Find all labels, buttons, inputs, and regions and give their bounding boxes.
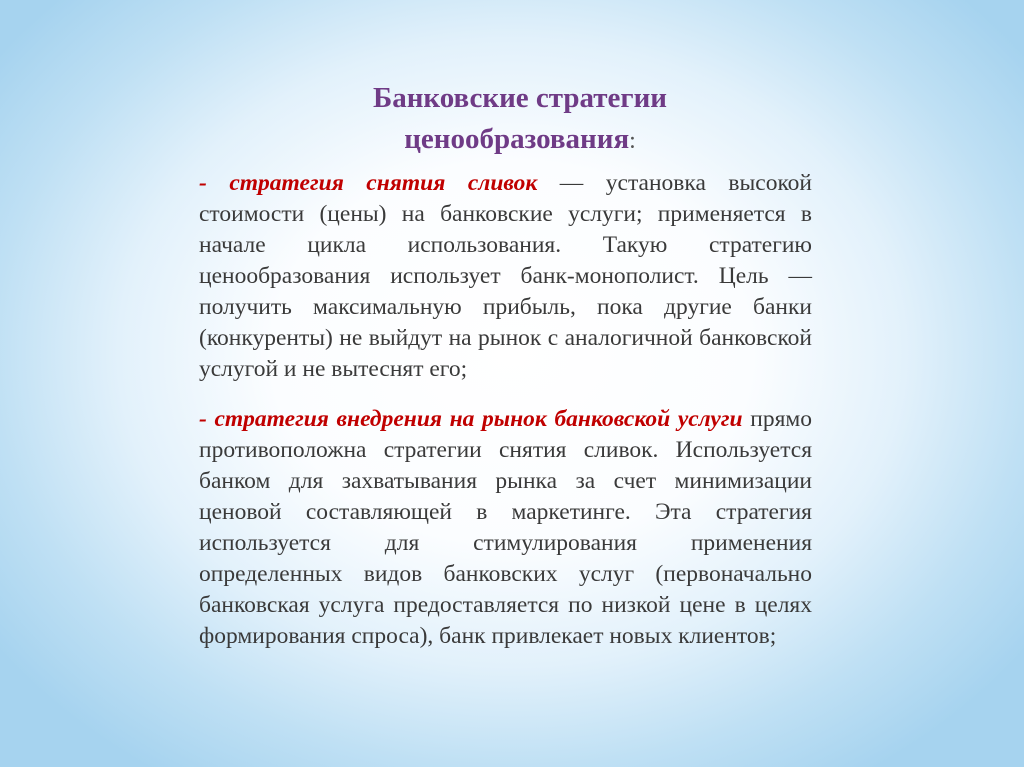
title-line-1: Банковские стратегии bbox=[373, 82, 667, 114]
title-colon: : bbox=[629, 128, 636, 154]
paragraph-skimming-strategy bbox=[199, 168, 812, 385]
paragraph-text: прямо противоположна стратегии снятия сливок. Используется банком для захватывания рынка за счет минимизации ценовой составляющей в маркетинге. Эта стратегия используется для стимулирования применения определенных видов банковских услуг (первоначально банковская услуга предоставляется по низкой цене в целях формирования спроса), банк привлекает новых клиентов; bbox=[199, 406, 812, 649]
slide-title bbox=[240, 78, 800, 162]
term-penetration-strategy: - стратегия внедрения на рынок банковской услуги bbox=[199, 406, 743, 432]
title-line-2: ценообразования bbox=[404, 123, 630, 155]
term-skimming-strategy: - стратегия снятия сливок bbox=[199, 170, 538, 196]
paragraph-penetration-strategy bbox=[199, 404, 812, 652]
paragraph-text: — установка высокой стоимости (цены) на банковские услуги; применяется в начале цикла использования. Такую стратегию ценообразования использует банк-монополист. Цель — получить максимальную прибыль, пока другие банки (конкуренты) не выйдут на рынок с аналогичной банковской услугой и не вытеснят его; bbox=[199, 170, 812, 382]
